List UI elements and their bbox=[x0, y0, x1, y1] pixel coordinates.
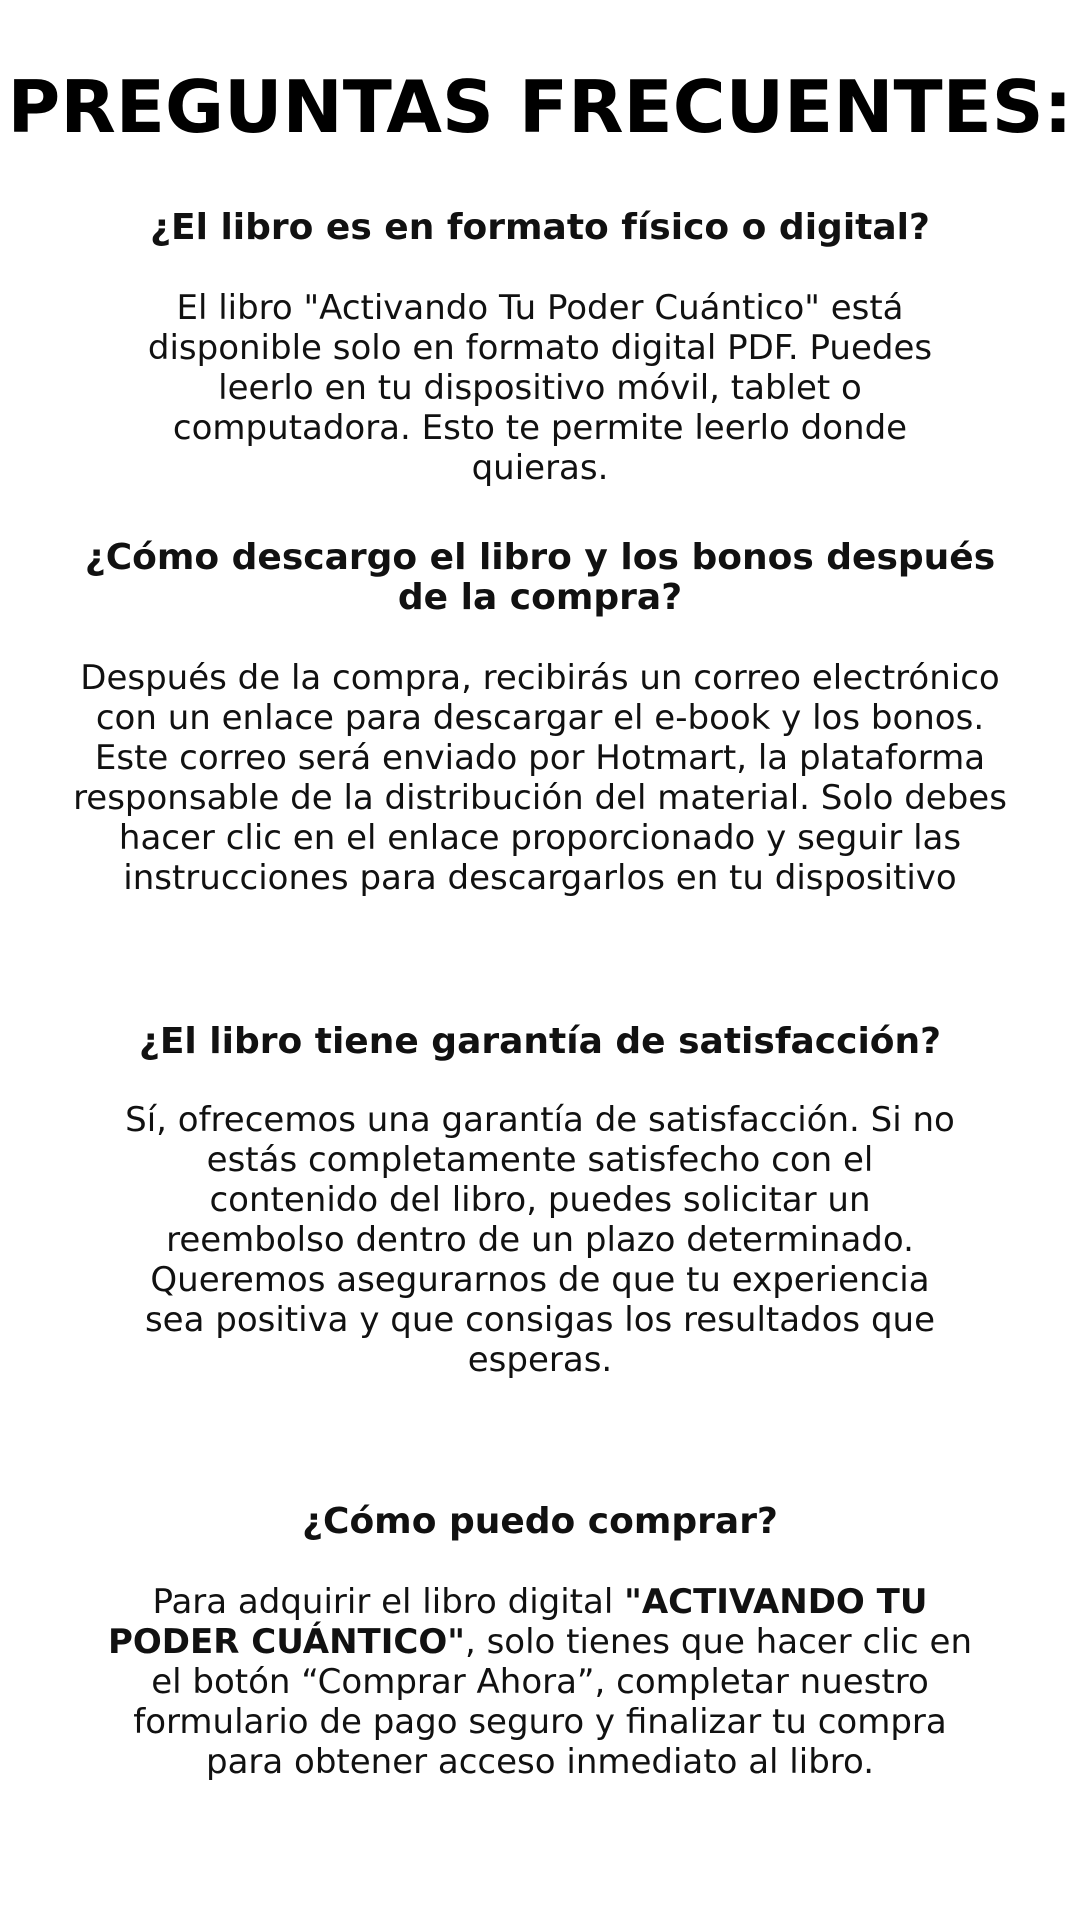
book-title-highlight: "ACTIVANDO TU PODER CUÁNTICO" bbox=[107, 1582, 928, 1662]
faq-answer: Sí, ofrecemos una garantía de satisfacción. Si no estás completamente satisfecho con el contenido del libro, puedes solicitar un reembolso dentro de un plazo determinado. Queremos asegurarnos de que tu experiencia sea positiva y que consigas los resultados que esperas. bbox=[125, 1100, 955, 1380]
faq-question: ¿El libro es en formato físico o digital? bbox=[150, 207, 930, 248]
faq-question: ¿Cómo puedo comprar? bbox=[302, 1501, 778, 1542]
faq-answer bbox=[100, 1582, 980, 1782]
faq-answer-intro: Para adquirir el libro digital bbox=[152, 1582, 625, 1622]
faq-question: ¿Cómo descargo el libro y los bonos después de la compra? bbox=[84, 537, 996, 618]
faq-answer-rest: , solo tienes que hacer clic en el botón “Comprar Ahora”, completar nuestro formulario de pago seguro y finalizar tu compra para obtener acceso inmediato al libro. bbox=[133, 1622, 973, 1782]
faq-answer: El libro "Activando Tu Poder Cuántico" está disponible solo en formato digital PDF. Puedes leerlo en tu dispositivo móvil, tablet o computadora. Esto te permite leerlo donde quieras. bbox=[147, 288, 933, 488]
page-title: PREGUNTAS FRECUENTES: bbox=[7, 65, 1073, 149]
faq-question: ¿El libro tiene garantía de satisfacción? bbox=[138, 1021, 942, 1062]
faq-answer: Después de la compra, recibirás un correo electrónico con un enlace para descargar el e-book y los bonos. Este correo será enviado por Hotmart, la plataforma responsable de la distribución del material. Solo debes hacer clic en el enlace proporcionado y seguir las instrucciones para descargarlos en tu dispositivo bbox=[73, 658, 1007, 898]
